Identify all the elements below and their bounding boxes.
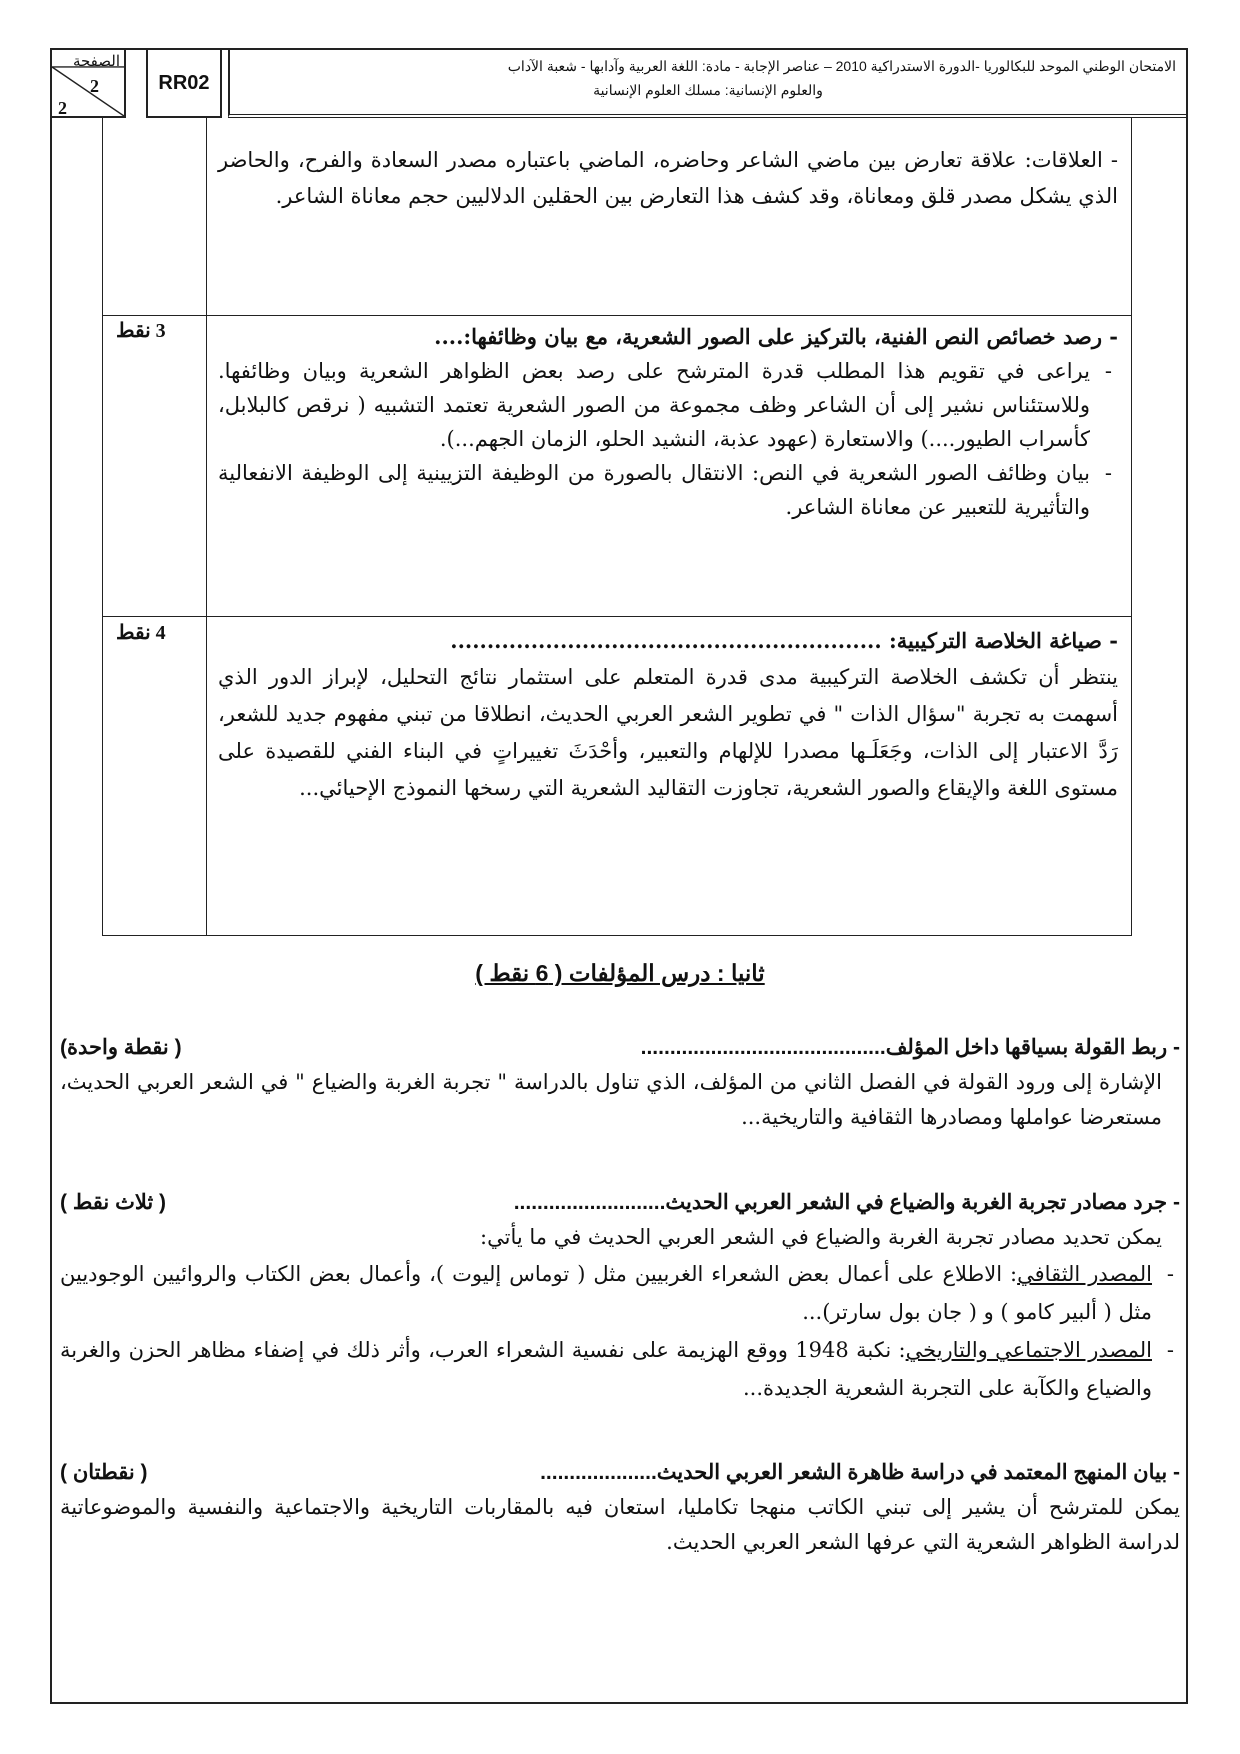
section2-question3 [60,1455,1180,1560]
exam-title-box [228,48,1188,118]
table-row-divider [102,616,1132,617]
answer-table [102,118,1132,936]
table-row-divider [102,315,1132,316]
page-number-box [50,48,126,118]
table-border-left [102,118,103,936]
list-item [60,1255,1180,1331]
exam-code-box [146,48,222,118]
q2-sources-list [60,1255,1180,1407]
row2-points: 3 نقط [116,320,166,342]
list-item [60,1331,1180,1407]
row2-heading: - رصد خصائص النص الفنية، بالتركيز على الصور الشعرية، مع بيان وظائفها:.... [434,324,1118,349]
source-social-label: المصدر الاجتماعي والتاريخي [905,1338,1152,1362]
exam-title-line2: والعلوم الإنسانية: مسلك العلوم الإنسانية [593,82,823,98]
section2-question1 [60,1030,1180,1135]
q2-heading-line [60,1185,1180,1220]
exam-code: RR02 [158,71,210,94]
q3-heading: - بيان المنهج المعتمد في دراسة ظاهرة الشعر العربي الحديث.................... [540,1461,1180,1484]
section2-title: ثانيا : درس المؤلفات ( 6 نقط ) [475,960,765,986]
row2-list [218,354,1118,524]
q3-points: ( نقطتان ) [60,1461,148,1484]
list-item: - بيان وظائف الصور الشعرية في النص: الانتقال بالصورة من الوظيفة التزيينية إلى الوظيفة الانفعالية والتأثيرية للتعبير عن معاناة الشاعر. [218,456,1118,524]
row3-content [218,622,1118,807]
q2-points: ( ثلاث نقط ) [60,1191,167,1214]
source-social-text: : نكبة 1948 ووقع الهزيمة على نفسية الشعراء العرب، وأثر ذلك في إضفاء مظاهر الحزن والغربة والضياع والكآبة على التجربة الشعرية الجديدة... [60,1338,1152,1400]
q1-heading: - ربط القولة بسياقها داخل المؤلف.......................................... [640,1036,1180,1059]
relations-paragraph: - العلاقات: علاقة تعارض بين ماضي الشاعر وحاضره، الماضي باعتباره مصدر السعادة والفرح، والحاضر الذي يشكل مصدر قلق ومعاناة، وقد كشف هذا التعارض بين الحقلين الدلاليين حجم معاناة الشاعر. [218,148,1118,208]
list-item: - يراعى في تقويم هذا المطلب قدرة المترشح على رصد بعض الظواهر الشعرية وبيان وظائفها. وللاستئناس نشير إلى أن الشاعر وظف مجموعة من الصور الشعرية تعتمد التشبيه ( نرقص كالبلابل، كأسراب الطيور....) والاستعارة (عهود عذبة، النشيد الحلو، الزمان الجهم...). [218,354,1118,456]
q2-intro: يمكن تحديد مصادر تجربة الغربة والضياع في الشعر العربي الحديث في ما يأتي: [480,1225,1162,1249]
source-cultural-text: : الاطلاع على أعمال بعض الشعراء الغربيين مثل ( توماس إليوت )، وأعمال بعض الكتاب والروائيين الوجوديين مثل ( ألبير كامو ) و ( جان بول سارتر)... [60,1262,1152,1324]
q1-answer: الإشارة إلى ورود القولة في الفصل الثاني من المؤلف، الذي تناول بالدراسة " تجربة الغربة والضياع " في الشعر العربي الحديث، مستعرضا عواملها ومصادرها الثقافية والتاريخية... [60,1070,1162,1129]
source-cultural-label: المصدر الثقافي [1017,1262,1152,1286]
q1-points: ( نقطة واحدة) [60,1036,182,1059]
page-label: الصفحة [72,54,120,70]
table-column-divider [206,118,207,936]
table-border-right [1131,118,1132,936]
page-total: 2 [58,98,67,118]
section2-question2 [60,1185,1180,1407]
page-current: 2 [90,76,99,96]
row3-heading: - صياغة الخلاصة التركيبية: ........................................................... [450,628,1118,653]
q3-heading-line [60,1455,1180,1490]
synthesis-paragraph: ينتظر أن تكشف الخلاصة التركيبية مدى قدرة المتعلم على استثمار نتائج التحليل، لإبراز الدور الذي أسهمت به تجربة "سؤال الذات " في تطوير الشعر العربي الحديث، انطلاقا من تبني مفهوم جديد للشعر، رَدَّ الاعتبار إلى الذات، وجَعَلَـها مصدرا للإلهام والتعبير، وأحْدَثَ تغييراتٍ في البناء الفني للقصيدة على مستوى اللغة والإيقاع والصور الشعرية، تجاوزت التقاليد الشعرية التي رسخها النموذج الإحيائي... [218,665,1118,800]
row2-content [218,320,1118,524]
exam-title-line1: الامتحان الوطني الموحد للبكالوريا -الدورة الاستدراكية 2010 – عناصر الإجابة - مادة: اللغة العربية وآدابها - شعبة الآداب [507,58,1176,74]
q2-heading: - جرد مصادر تجربة الغربة والضياع في الشعر العربي الحديث.......................... [513,1191,1180,1214]
q1-heading-line [60,1030,1180,1065]
q3-answer: يمكن للمترشح أن يشير إلى تبني الكاتب منهجا تكامليا، استعان فيه بالمقاربات التاريخية والاجتماعية والنفسية والموضوعاتية لدراسة الظواهر الشعرية التي عرفها الشعر العربي الحديث. [60,1495,1180,1554]
table-border-bottom [102,935,1132,936]
row3-points: 4 نقط [116,622,166,644]
